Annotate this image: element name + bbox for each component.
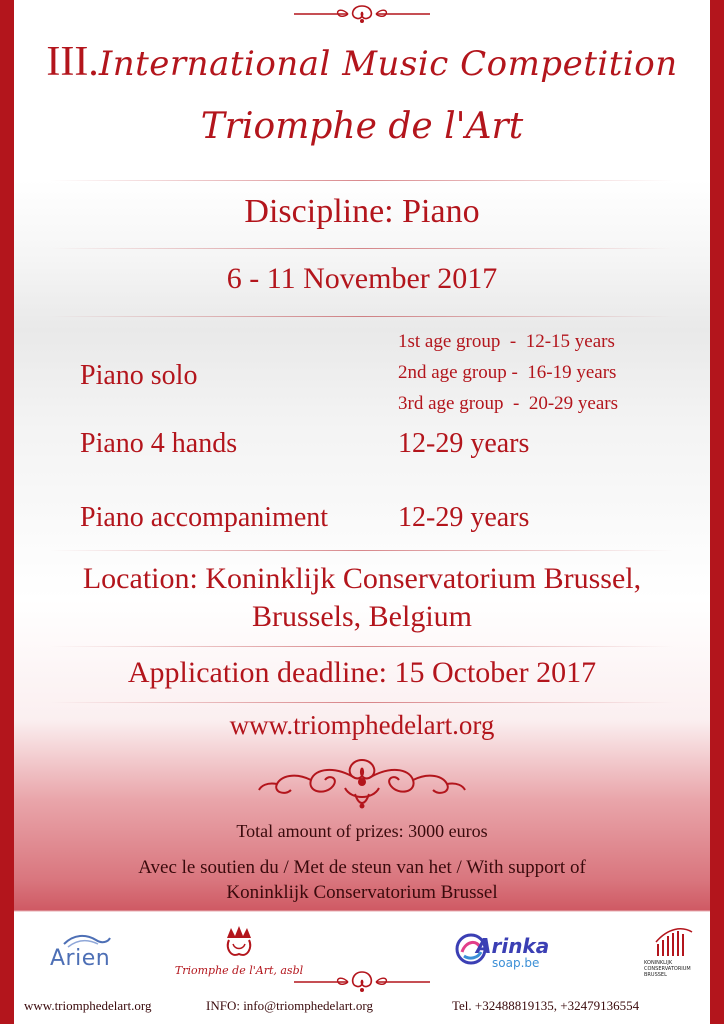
floral-ornament-icon: [255, 752, 469, 812]
bottom-ornament-icon: [290, 968, 434, 994]
footer: [0, 998, 724, 1024]
application-deadline: Application deadline: 15 October 2017: [127, 656, 597, 689]
title-prefix: III.: [46, 39, 99, 85]
competition-dates: 6 - 11 November 2017: [226, 262, 498, 295]
footer-website-link[interactable]: www.triomphedelart.org: [24, 998, 152, 1013]
title-line-2: Triomphe de l'Art: [200, 106, 524, 147]
divider: [50, 316, 674, 317]
conservatorium-icon: [654, 926, 694, 958]
arinka-logo-subtext: soap.be: [492, 956, 540, 970]
age-range-4-hands: 12-29 years: [398, 428, 530, 459]
footer-phone: Tel. +32488819135, +32479136554: [452, 998, 640, 1013]
location-line-2: Brussels, Belgium: [251, 600, 472, 633]
age-range-accompaniment: 12-29 years: [398, 502, 530, 533]
discipline: Discipline: Piano: [244, 193, 480, 230]
category-piano-solo: Piano solo: [80, 360, 198, 391]
arinka-logo-text: Arinka: [476, 934, 550, 958]
location-line-1: Location: Koninklijk Conservatorium Brussel,: [82, 562, 642, 595]
category-piano-4-hands: Piano 4 hands: [80, 428, 238, 459]
top-ornament-icon: [290, 2, 434, 26]
age-group-2: 2nd age group - 16-19 years: [398, 362, 617, 383]
title-line-1: International Music Competition: [98, 44, 678, 84]
support-line-2: Koninklijk Conservatorium Brussel: [226, 882, 498, 903]
triomphe-logo-text: Triomphe de l'Art, asbl: [174, 964, 304, 977]
arien-logo: [44, 932, 124, 978]
support-line-1: Avec le soutien du / Met de steun van het / With support of: [138, 857, 586, 878]
category-piano-accompaniment: Piano accompaniment: [80, 502, 329, 533]
arien-logo-text: Arien: [50, 946, 111, 971]
divider: [50, 180, 674, 181]
conservatorium-logo-text: KONINKLIJK CONSERVATORIUM BRUSSEL: [644, 960, 691, 978]
triomphe-logo: [174, 924, 304, 984]
website-link[interactable]: www.triomphedelart.org: [229, 710, 495, 740]
competition-title: [0, 38, 724, 86]
age-group-1: 1st age group - 12-15 years: [398, 331, 615, 352]
arinka-logo: [454, 928, 564, 978]
divider: [50, 248, 674, 249]
footer-email-link[interactable]: INFO: info@triomphedelart.org: [206, 998, 373, 1013]
prize-amount: Total amount of prizes: 3000 euros: [236, 821, 488, 841]
age-group-3: 3rd age group - 20-29 years: [398, 393, 619, 414]
crown-icon: [221, 924, 257, 962]
divider: [50, 702, 674, 703]
divider: [50, 646, 674, 647]
divider: [50, 550, 674, 551]
conservatorium-logo: [644, 926, 706, 982]
